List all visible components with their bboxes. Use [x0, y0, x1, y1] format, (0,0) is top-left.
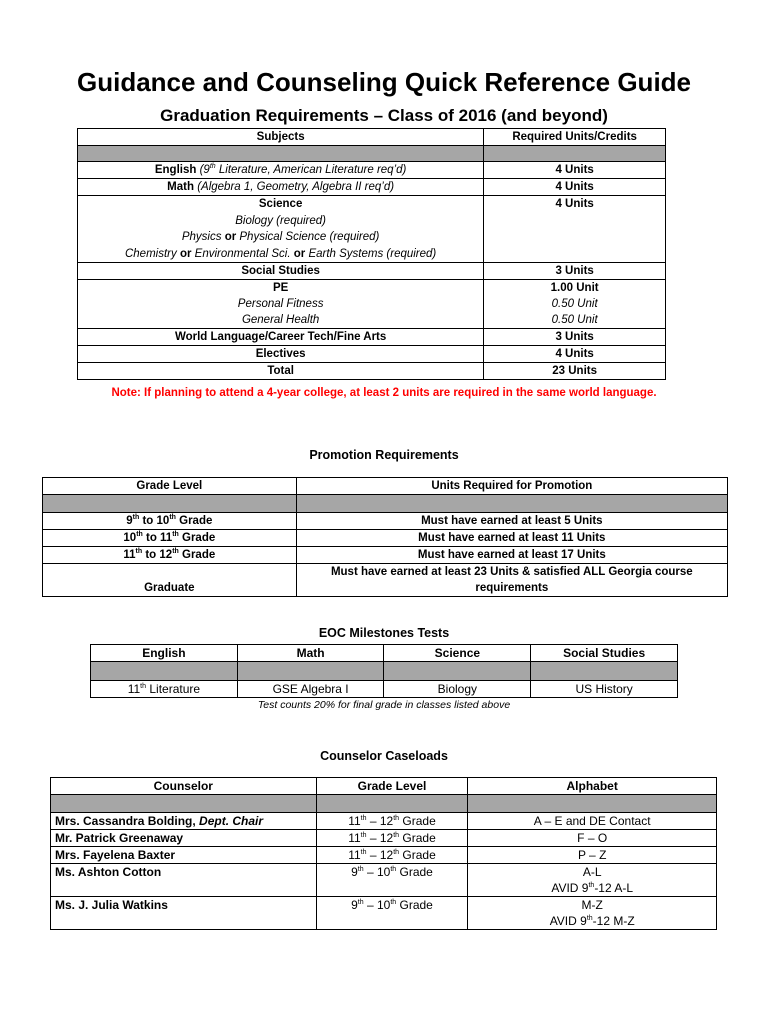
units-science: 4 Units [484, 196, 666, 263]
header-english: English [91, 645, 238, 662]
header-alphabet: Alphabet [468, 778, 717, 795]
table-row [51, 830, 717, 847]
table-header-row [78, 129, 666, 146]
subject-pe: PE Personal Fitness General Health [78, 280, 484, 329]
requirement-11-to-12: Must have earned at least 17 Units [296, 547, 727, 564]
counselor-name: Mrs. Cassandra Bolding, Dept. Chair [51, 813, 317, 830]
shaded-row [43, 495, 728, 513]
shaded-row [78, 146, 666, 162]
subject-world-language: World Language/Career Tech/Fine Arts [78, 329, 484, 346]
counselor-alphabet: F – O [468, 830, 717, 847]
counselor-alphabet: P – Z [468, 847, 717, 864]
header-counselor: Counselor [51, 778, 317, 795]
table-row [91, 681, 678, 698]
units-social-studies: 3 Units [484, 263, 666, 280]
table-row [78, 162, 666, 179]
grade-11-to-12: 11th to 12th Grade [43, 547, 297, 564]
table-header-row [43, 478, 728, 495]
header-grade-level: Grade Level [43, 478, 297, 495]
caseloads-table [50, 777, 717, 930]
subject-total: Total [78, 363, 484, 380]
eoc-caption: Test counts 20% for final grade in classes listed above [257, 699, 511, 711]
units-pe: 1.00 Unit 0.50 Unit 0.50 Unit [484, 280, 666, 329]
subject-science: Science Biology (required) Physics or Physical Science (required) Chemistry or Environmental Sci. or Earth Systems (required) [78, 196, 484, 263]
counselor-grade: 11th – 12th Grade [316, 813, 468, 830]
eoc-science: Biology [384, 681, 531, 698]
counselor-alphabet: A – E and DE Contact [468, 813, 717, 830]
counselor-grade: 9th – 10th Grade [316, 897, 468, 930]
header-required-units: Required Units/Credits [484, 129, 666, 146]
table-row [43, 513, 728, 530]
promotion-title: Promotion Requirements [309, 448, 459, 462]
header-grade-level: Grade Level [316, 778, 468, 795]
table-row [51, 813, 717, 830]
table-row [43, 530, 728, 547]
eoc-math: GSE Algebra I [237, 681, 384, 698]
units-world-language: 3 Units [484, 329, 666, 346]
requirement-graduate: Must have earned at least 23 Units & satisfied ALL Georgia course requirements [296, 564, 727, 597]
shaded-row [91, 662, 678, 681]
shaded-row [51, 795, 717, 813]
table-row [43, 564, 728, 597]
eoc-social-studies: US History [531, 681, 678, 698]
table-row [78, 280, 666, 329]
units-english: 4 Units [484, 162, 666, 179]
table-row [78, 363, 666, 380]
eoc-title: EOC Milestones Tests [318, 626, 450, 640]
grade-graduate: Graduate [43, 564, 297, 597]
counselor-alphabet: M-Z AVID 9th-12 M-Z [468, 897, 717, 930]
graduation-table [77, 128, 666, 380]
grade-10-to-11: 10th to 11th Grade [43, 530, 297, 547]
header-social-studies: Social Studies [531, 645, 678, 662]
header-units-required: Units Required for Promotion [296, 478, 727, 495]
units-electives: 4 Units [484, 346, 666, 363]
table-row [51, 897, 717, 930]
counselor-name: Ms. J. Julia Watkins [51, 897, 317, 930]
caseloads-title: Counselor Caseloads [320, 749, 448, 763]
subject-electives: Electives [78, 346, 484, 363]
table-row [78, 263, 666, 280]
requirement-9-to-10: Must have earned at least 5 Units [296, 513, 727, 530]
subject-english: English (9th Literature, American Literature req’d) [78, 162, 484, 179]
promotion-table [42, 477, 728, 597]
counselor-grade: 9th – 10th Grade [316, 864, 468, 897]
table-row [78, 346, 666, 363]
table-row [78, 179, 666, 196]
units-math: 4 Units [484, 179, 666, 196]
grade-9-to-10: 9th to 10th Grade [43, 513, 297, 530]
header-subjects: Subjects [78, 129, 484, 146]
header-science: Science [384, 645, 531, 662]
counselor-name: Ms. Ashton Cotton [51, 864, 317, 897]
college-note: Note: If planning to attend a 4-year college, at least 2 units are required in the same world language. [111, 387, 657, 399]
table-header-row [91, 645, 678, 662]
table-row [78, 196, 666, 263]
requirement-10-to-11: Must have earned at least 11 Units [296, 530, 727, 547]
counselor-grade: 11th – 12th Grade [316, 847, 468, 864]
header-math: Math [237, 645, 384, 662]
page-subtitle: Graduation Requirements – Class of 2016 (and beyond) [160, 106, 608, 125]
eoc-table [90, 644, 678, 698]
subject-math: Math (Algebra 1, Geometry, Algebra II req’d) [78, 179, 484, 196]
counselor-name: Mr. Patrick Greenaway [51, 830, 317, 847]
table-row [51, 864, 717, 897]
units-total: 23 Units [484, 363, 666, 380]
table-row [51, 847, 717, 864]
counselor-grade: 11th – 12th Grade [316, 830, 468, 847]
table-row [43, 547, 728, 564]
table-row [78, 329, 666, 346]
page-title: Guidance and Counseling Quick Reference Guide [76, 67, 692, 97]
table-header-row [51, 778, 717, 795]
eoc-english: 11th Literature [91, 681, 238, 698]
subject-social-studies: Social Studies [78, 263, 484, 280]
counselor-alphabet: A-L AVID 9th-12 A-L [468, 864, 717, 897]
counselor-name: Mrs. Fayelena Baxter [51, 847, 317, 864]
